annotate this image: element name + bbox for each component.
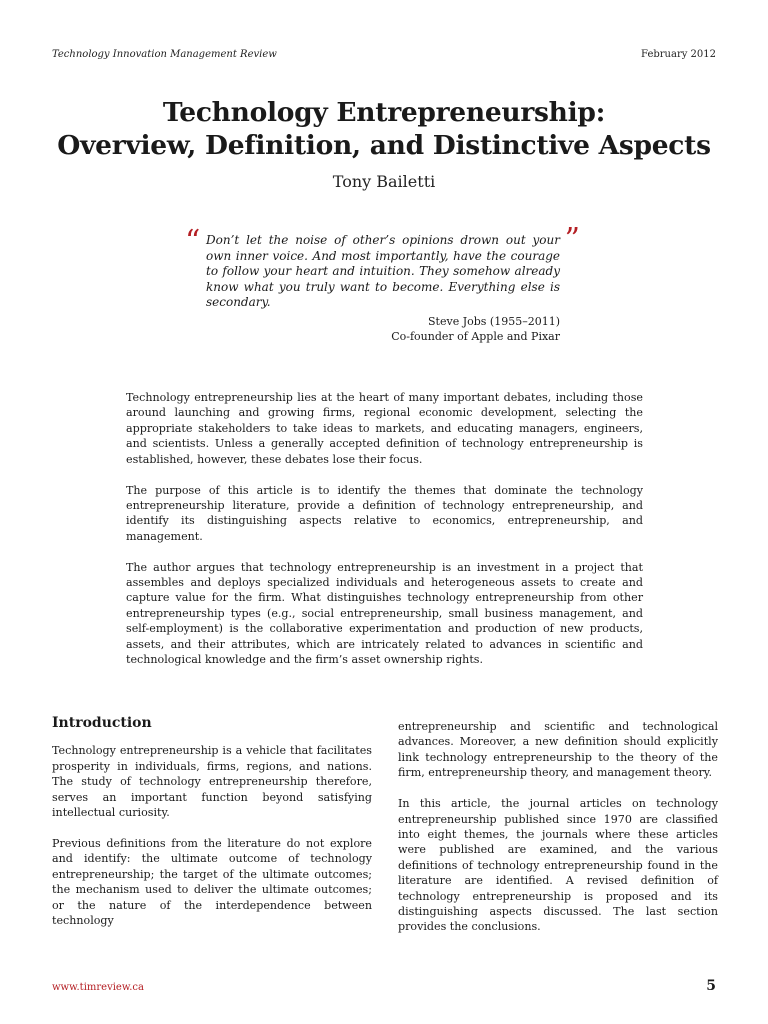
epigraph-quote — [185, 222, 580, 345]
article-title — [0, 96, 768, 162]
author-name: Tony Bailetti — [332, 172, 436, 191]
title-line-2: Overview, Definition, and Distinctive Aspects — [57, 130, 711, 161]
body-paragraph: Previous definitions from the literature do not explore and identify: the ultimate outcome of technology entrepreneurship; the target of the ultimate outcomes; the mechanism used to deliver the ultimate outcomes; or the nature of the interdependence between technology — [52, 836, 372, 927]
attribution-name: Steve Jobs (1955–2011) — [428, 314, 560, 328]
open-quote-icon: “ — [185, 224, 201, 259]
attribution-role: Co-founder of Apple and Pixar — [391, 330, 560, 344]
abstract-paragraph-2: The purpose of this article is to identify the themes that dominate the technology entrepreneurship literature, provide a definition of technology entrepreneurship, and identify its distinguishing aspects relative to economics, entrepreneurship, and management. — [126, 483, 643, 543]
title-line-1: Technology Entrepreneurship: — [162, 97, 606, 128]
body-paragraph: entrepreneurship and scientific and technological advances. Moreover, a new definition should explicitly link technology entrepreneurship to the theory of the firm, entrepreneurship theory, and management theory. — [398, 720, 718, 780]
page-number: 5 — [706, 978, 716, 994]
journal-name: Technology Innovation Management Review — [52, 49, 277, 60]
abstract — [126, 390, 643, 683]
section-heading-introduction: Introduction — [52, 715, 152, 731]
close-quote-icon: ” — [564, 222, 580, 257]
abstract-paragraph-3: The author argues that technology entrepreneurship is an investment in a project that assembles and deploys specialized individuals and heterogeneous assets to create and capture value for the firm. What distinguishes technology entrepreneurship from other entrepreneurship types (e.g., social entrepreneurship, small business management, and self-employment) is the collaborative experimentation and production of new products, assets, and their attributes, which are intricately related to advances in scientific and technological knowledge and the firm’s asset ownership rights. — [126, 560, 643, 667]
quote-text: Don’t let the noise of other’s opinions drown out your own inner voice. And most importantly, have the courage to follow your heart and intuition. They somehow already know what you truly want to become. Everything else is secondary. — [206, 233, 560, 310]
footer-website-link[interactable]: www.timreview.ca — [52, 982, 144, 993]
body-paragraph: In this article, the journal articles on technology entrepreneurship published since 1970 are classified into eight themes, the journals where these articles were published are examined, and the various definitions of technology entrepreneurship found in the literature are identified. A revised definition of technology entrepreneurship is proposed and its distinguishing aspects discussed. The last section provides the conclusions. — [398, 797, 718, 934]
issue-date: February 2012 — [641, 49, 716, 60]
body-column-right — [398, 719, 718, 950]
abstract-paragraph-1: Technology entrepreneurship lies at the heart of many important debates, including those around launching and growing firms, regional economic development, selecting the appropriate stakeholders to take ideas to markets, and educating managers, engineers, and scientists. Unless a generally accepted definition of technology entrepreneurship is established, however, these debates lose their focus. — [126, 391, 643, 466]
body-paragraph: Technology entrepreneurship is a vehicle that facilitates prosperity in individuals, firms, regions, and nations. The study of technology entrepreneurship therefore, serves an important function beyond satisfying intellectual curiosity. — [52, 744, 372, 820]
body-column-left — [52, 716, 372, 944]
quote-attribution — [206, 314, 560, 345]
